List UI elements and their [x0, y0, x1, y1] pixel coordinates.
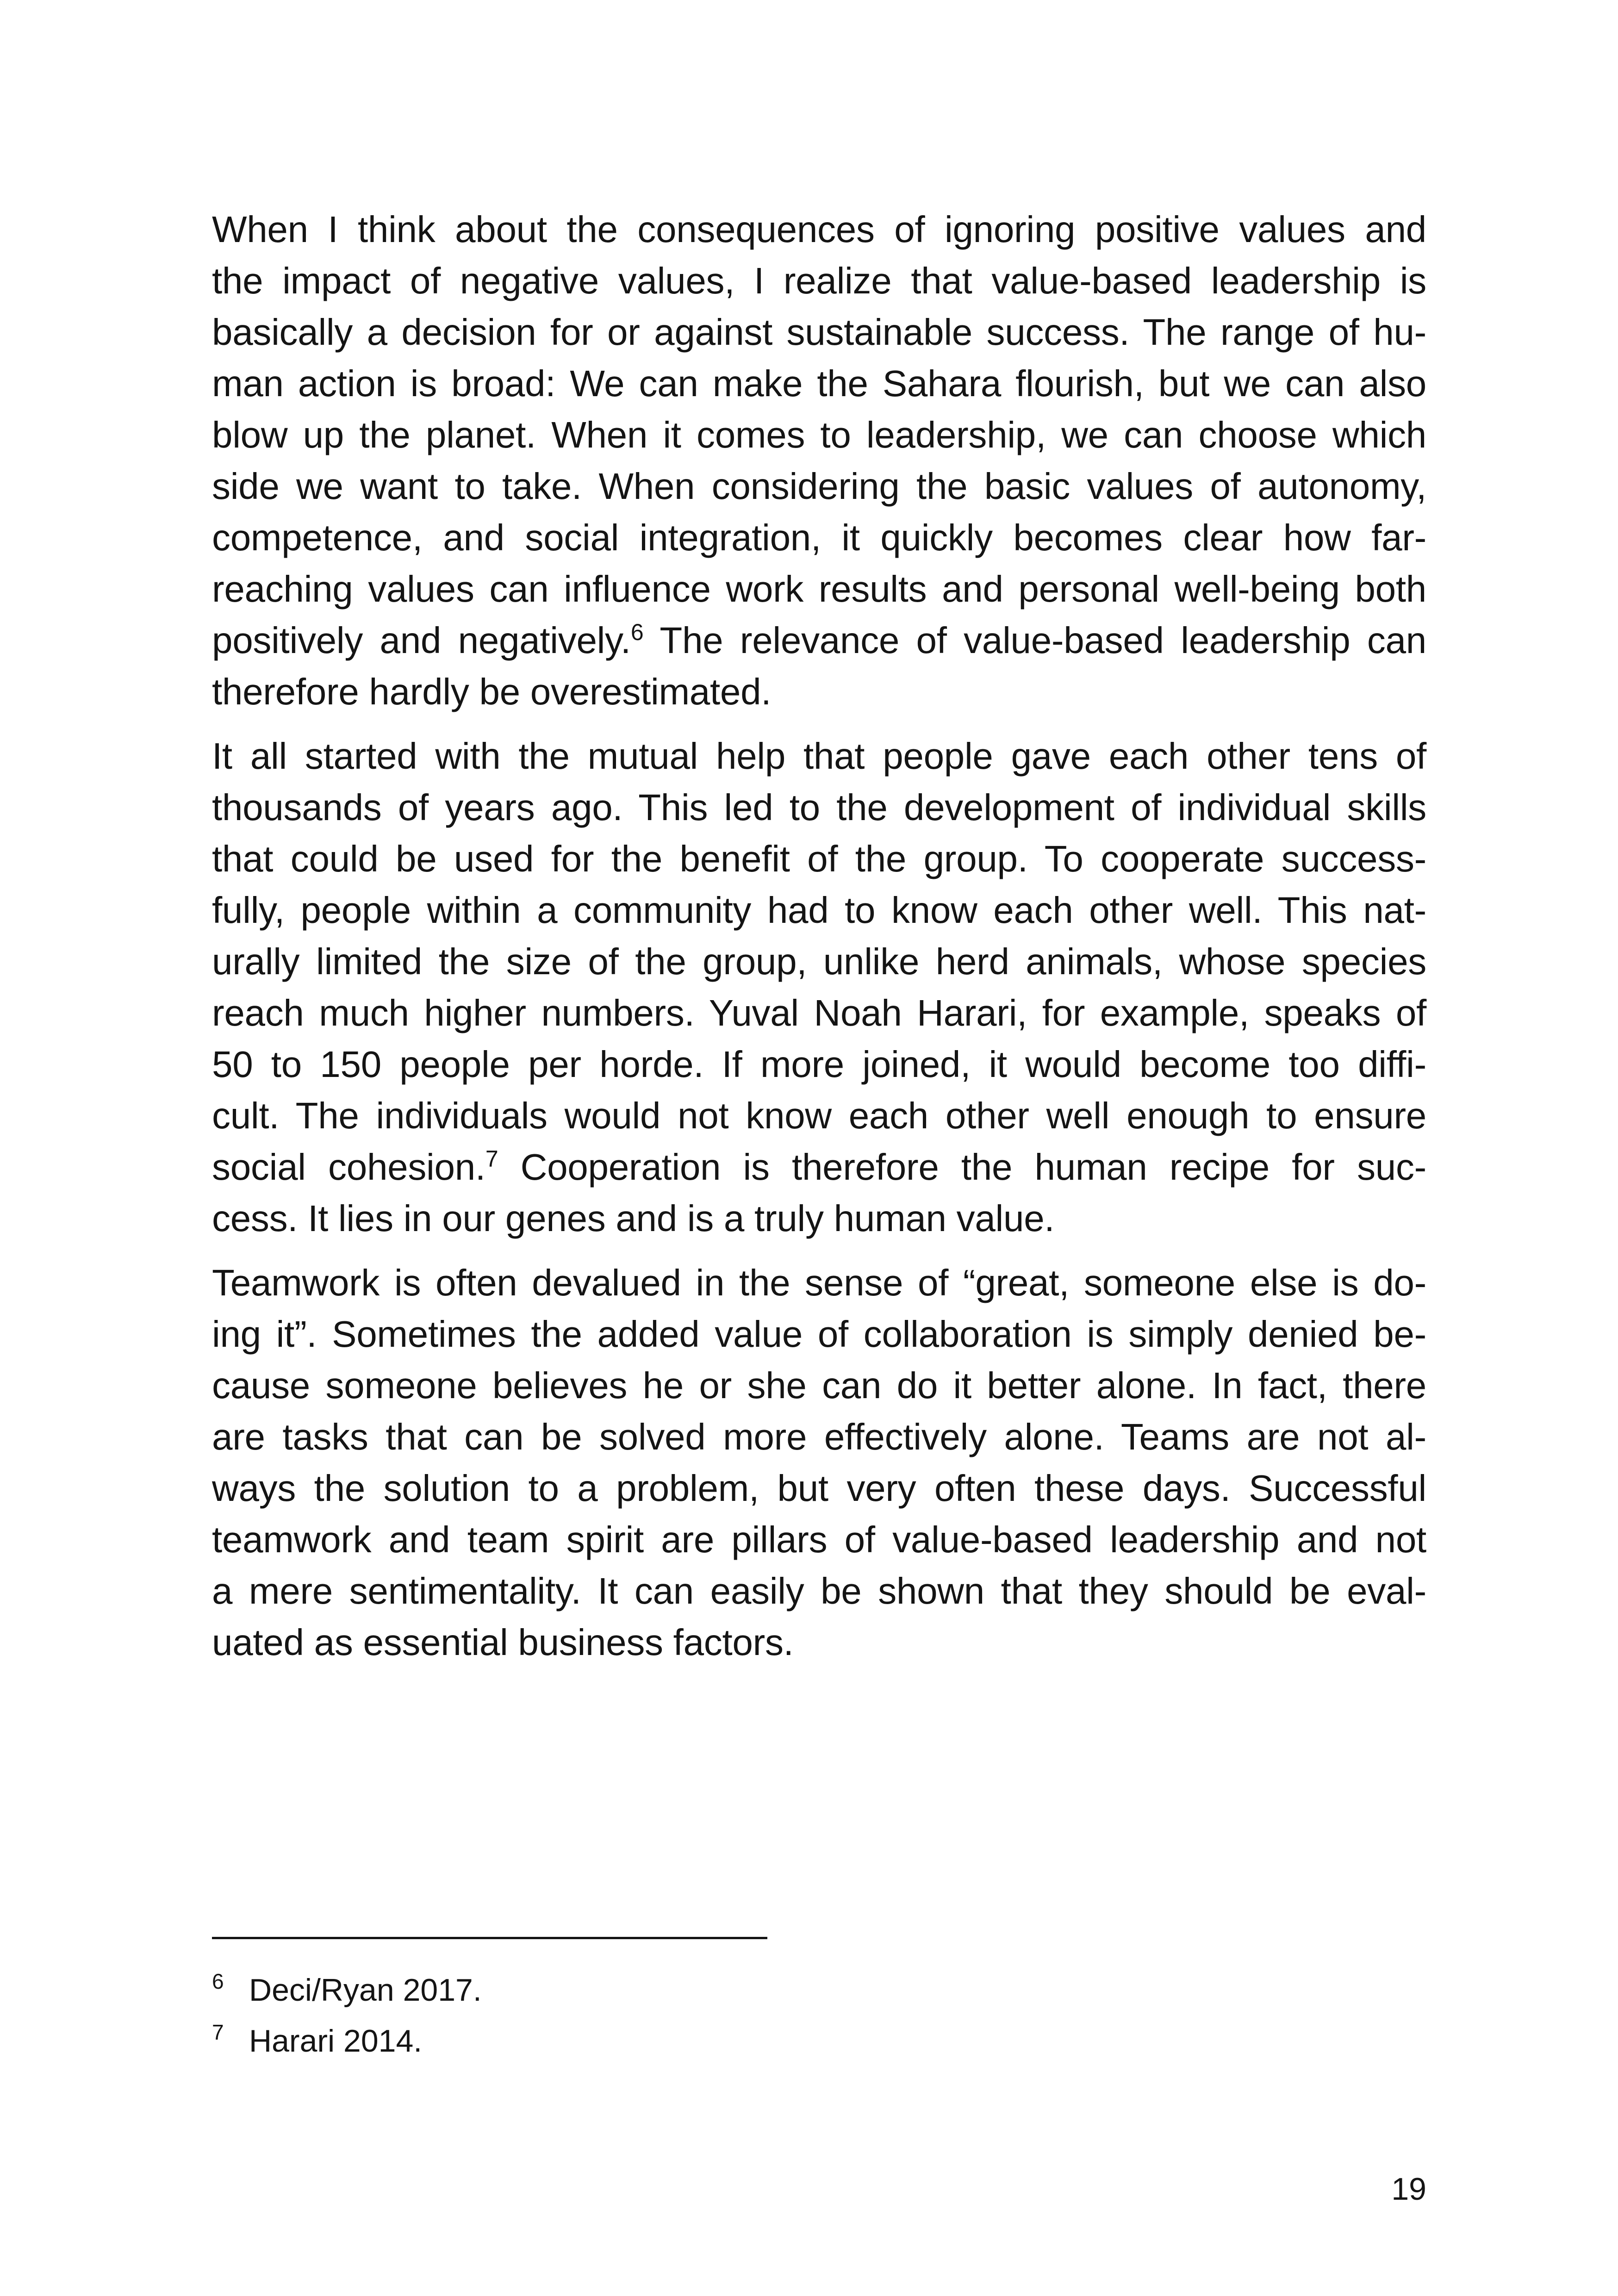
text-line: reaching values can influence work results and personal well-being both [212, 568, 1426, 610]
paragraph-1 [212, 204, 1426, 717]
text-fragment: The relevance of value-based leadership can [643, 620, 1426, 661]
footnote-separator [212, 1937, 767, 1939]
footnote-6: 6 Deci/Ryan 2017. [212, 1969, 482, 2008]
text-fragment: social cohesion. [212, 1146, 485, 1188]
text-line: cult. The individuals would not know each other well enough to ensure [212, 1095, 1426, 1136]
text-line-with-footnote [212, 615, 1426, 666]
text-line: uated as essential business factors. [212, 1622, 794, 1663]
footnote-text: Deci/Ryan 2017. [249, 1972, 482, 2008]
text-line: When I think about the consequences of ignoring positive values and [212, 209, 1426, 250]
text-line: 50 to 150 people per horde. If more joined, it would become too diffi- [212, 1044, 1426, 1085]
paragraph-2 [212, 730, 1426, 1244]
text-line: the impact of negative values, I realize that value-based leadership is [212, 260, 1426, 301]
text-fragment: Cooperation is therefore the human recipe for suc- [498, 1146, 1426, 1188]
footnotes [212, 1965, 1426, 2066]
body-text [212, 204, 1426, 1681]
text-line: competence, and social integration, it quickly becomes clear how far- [212, 517, 1426, 558]
paragraph-3 [212, 1257, 1426, 1668]
footnote-reference-7[interactable]: 7 [485, 1146, 498, 1172]
text-line: teamwork and team spirit are pillars of value-based leadership and not [212, 1519, 1426, 1560]
text-line: thousands of years ago. This led to the development of individual skills [212, 787, 1426, 828]
footnote-7: 7 Harari 2014. [212, 2020, 423, 2059]
text-line: are tasks that can be solved more effectively alone. Teams are not al- [212, 1416, 1426, 1457]
page-number: 19 [1391, 2172, 1426, 2207]
text-line: side we want to take. When considering the basic values of autonomy, [212, 466, 1426, 507]
text-line: ways the solution to a problem, but very often these days. Successful [212, 1468, 1426, 1509]
text-line: a mere sentimentality. It can easily be shown that they should be eval- [212, 1570, 1426, 1612]
text-line: urally limited the size of the group, unlike herd animals, whose species [212, 941, 1426, 982]
text-line: blow up the planet. When it comes to leadership, we can choose which [212, 414, 1426, 455]
text-line: Teamwork is often devalued in the sense of “great, someone else is do- [212, 1262, 1426, 1303]
text-fragment: positively and negatively. [212, 620, 631, 661]
text-line: basically a decision for or against sustainable success. The range of hu- [212, 311, 1426, 353]
text-line: therefore hardly be overestimated. [212, 671, 772, 712]
text-line: cess. It lies in our genes and is a truly human value. [212, 1198, 1055, 1239]
text-line: ing it”. Sometimes the added value of collaboration is simply denied be- [212, 1313, 1426, 1355]
footnote-reference-6[interactable]: 6 [630, 619, 644, 645]
text-line: It all started with the mutual help that people gave each other tens of [212, 735, 1426, 777]
text-line-with-footnote [212, 1141, 1426, 1193]
text-line: that could be used for the benefit of the group. To cooperate success- [212, 838, 1426, 879]
footnote-text: Harari 2014. [249, 2023, 423, 2059]
text-line: reach much higher numbers. Yuval Noah Harari, for example, speaks of [212, 992, 1426, 1033]
text-line: cause someone believes he or she can do it better alone. In fact, there [212, 1365, 1426, 1406]
text-line: fully, people within a community had to know each other well. This nat- [212, 890, 1426, 931]
text-line: man action is broad: We can make the Sahara flourish, but we can also [212, 363, 1426, 404]
